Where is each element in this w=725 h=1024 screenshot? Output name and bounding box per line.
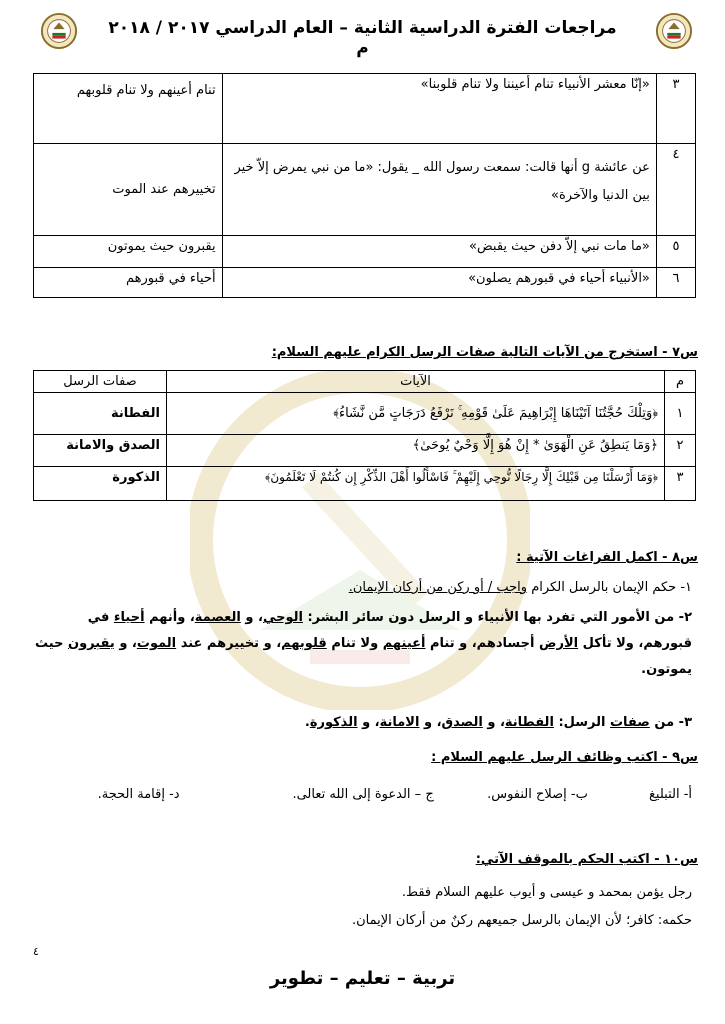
separator: ، وأنهم	[149, 610, 195, 625]
table-row	[34, 467, 696, 501]
text-segment: ، و تخييرهم عند	[180, 636, 282, 651]
answer-word: أعينهم	[382, 636, 426, 651]
hadith-answer: تنام أعينهم ولا تنام قلوبهم	[34, 74, 223, 144]
text-segment: ، و	[119, 636, 137, 651]
text-segment: في قبورهم، ولا تأكل	[87, 610, 692, 651]
text-segment: الرسل:	[558, 715, 606, 730]
hadith-text: «الأنبياء أحياء في قبورهم يصلون»	[222, 268, 656, 298]
text-segment: أجسادهم، و تنام	[430, 636, 535, 651]
text-segment: حيث يموتون.	[35, 636, 692, 677]
row-number: ٤	[656, 144, 695, 236]
row-number: ٢	[665, 435, 696, 467]
verses-table	[33, 370, 696, 501]
row-number: ١	[665, 393, 696, 435]
col-header-num: م	[665, 371, 696, 393]
row-number: ٣	[665, 467, 696, 501]
answer-word: الصدق	[441, 715, 483, 730]
q9-answers	[33, 782, 692, 808]
hadith-answer: يقبرون حيث يموتون	[34, 236, 223, 268]
q8-item2-prefix: ٢- من الأمور التي تفرد بها الأنبياء و الرسل دون سائر البشر:	[307, 610, 692, 625]
ministry-emblem-icon	[40, 12, 78, 50]
hadith-table	[33, 73, 696, 298]
answer-word: الأرض	[539, 636, 579, 651]
separator: ، و	[423, 715, 442, 730]
ministry-emblem-icon	[655, 12, 693, 50]
attribute-answer: الذكورة	[34, 467, 167, 501]
question-9-title: س٩ - اكتب وظائف الرسل عليهم السلام :	[431, 750, 698, 765]
hadith-text: «إنّا معشر الأنبياء تنام أعيننا ولا تنام قلوبنا»	[222, 74, 656, 144]
verse-text: ﴿وَتِلْكَ حُجَّتُنَا آتَيْنَاهَا إِبْرَاهِيمَ عَلَىٰ قَوْمِهِ ۚ نَرْفَعُ دَرَجَاتٍ مَّن نَّشَاءُ﴾	[167, 393, 665, 435]
answer-word: الوحي	[262, 610, 303, 625]
q9-d: د- إقامة الحجة.	[97, 787, 180, 802]
row-number: ٣	[656, 74, 695, 144]
hadith-answer: تخييرهم عند الموت	[34, 144, 223, 236]
answer-word: صفات	[609, 715, 650, 730]
answer-word: الامانة	[379, 715, 420, 730]
q8-item1-prefix: ١- حكم الإيمان بالرسل الكرام	[531, 580, 692, 595]
question-10-title: س١٠ - اكتب الحكم بالموقف الآتي:	[475, 852, 698, 867]
q9-b: ب- إصلاح النفوس.	[487, 787, 588, 802]
table-row	[34, 435, 696, 467]
table-row	[34, 268, 696, 298]
hadith-answer: أحياء في قبورهم	[34, 268, 223, 298]
answer-word: الفطانة	[504, 715, 554, 730]
attribute-answer: الصدق والامانة	[34, 435, 167, 467]
row-number: ٥	[656, 236, 695, 268]
attribute-answer: الفطانة	[34, 393, 167, 435]
separator: ، و	[362, 715, 380, 730]
answer-word: العصمة	[194, 610, 241, 625]
table-row	[34, 236, 696, 268]
hadith-text: «ما مات نبي إلاّ دفن حيث يقبض»	[222, 236, 656, 268]
separator: ، و	[245, 610, 263, 625]
q10-situation: رجل يؤمن بمحمد و عيسى و أيوب عليهم السلام فقط.	[401, 885, 692, 900]
q8-item-3	[33, 710, 692, 736]
table-row	[34, 74, 696, 144]
col-header-verses: الآيات	[167, 371, 665, 393]
answer-word: الذكورة	[309, 715, 358, 730]
q8-item-2	[33, 605, 692, 683]
footer-slogan: تربية – تعليم – تطوير	[269, 968, 456, 989]
answer-word: يقبرون	[67, 636, 115, 651]
q8-item1-answer: واجب / أو ركن من أركان الإيمان.	[348, 580, 528, 595]
table-header-row	[34, 371, 696, 393]
verse-text: ﴿وَمَا أَرْسَلْنَا مِن قَبْلِكَ إِلَّا رِجَالًا نُّوحِي إِلَيْهِمْ ۚ فَاسْأَلُوا أَهْلَ الذِّكْرِ إِن كُنتُمْ لَا تَعْلَمُونَ﴾	[167, 467, 665, 501]
question-8-title: س٨ - اكمل الفراغات الآتية :	[516, 550, 698, 565]
page-title: مراجعات الفترة الدراسية الثانية – العام الدراسي ٢٠١٧ / ٢٠١٨ م	[108, 18, 617, 58]
page-number: ٤	[33, 945, 39, 958]
q8-item3-prefix: ٣- من	[654, 715, 692, 730]
table-row	[34, 144, 696, 236]
col-header-attributes: صفات الرسل	[34, 371, 167, 393]
verse-text: ﴿وَمَا يَنطِقُ عَنِ الْهَوَىٰ * إِنْ هُوَ إِلَّا وَحْيٌ يُوحَىٰ﴾	[167, 435, 665, 467]
answer-word: أحياء	[113, 610, 145, 625]
separator: ، و	[487, 715, 505, 730]
answer-word: قلوبهم	[281, 636, 327, 651]
hadith-text: عن عائشة g أنها قالت: سمعت رسول الله _ يقول: «ما من نبي يمرض إلاّ خير بين الدنيا والآخرة»	[222, 144, 656, 236]
q10-ruling: حكمه: كافر؛ لأن الإيمان بالرسل جميعهم ركنٌ من أركان الإيمان.	[351, 913, 692, 928]
answer-word: الموت	[136, 636, 177, 651]
q9-c: ج – الدعوة إلى الله تعالى.	[292, 787, 434, 802]
q8-item-1	[33, 575, 692, 601]
question-7-title: س٧ - استخرج من الآيات التالية صفات الرسل الكرام عليهم السلام:	[271, 345, 698, 360]
q9-a: أ- التبليغ	[649, 787, 692, 802]
text-segment: .	[304, 715, 310, 730]
row-number: ٦	[656, 268, 695, 298]
text-segment: ولا تنام	[331, 636, 379, 651]
table-row	[34, 393, 696, 435]
